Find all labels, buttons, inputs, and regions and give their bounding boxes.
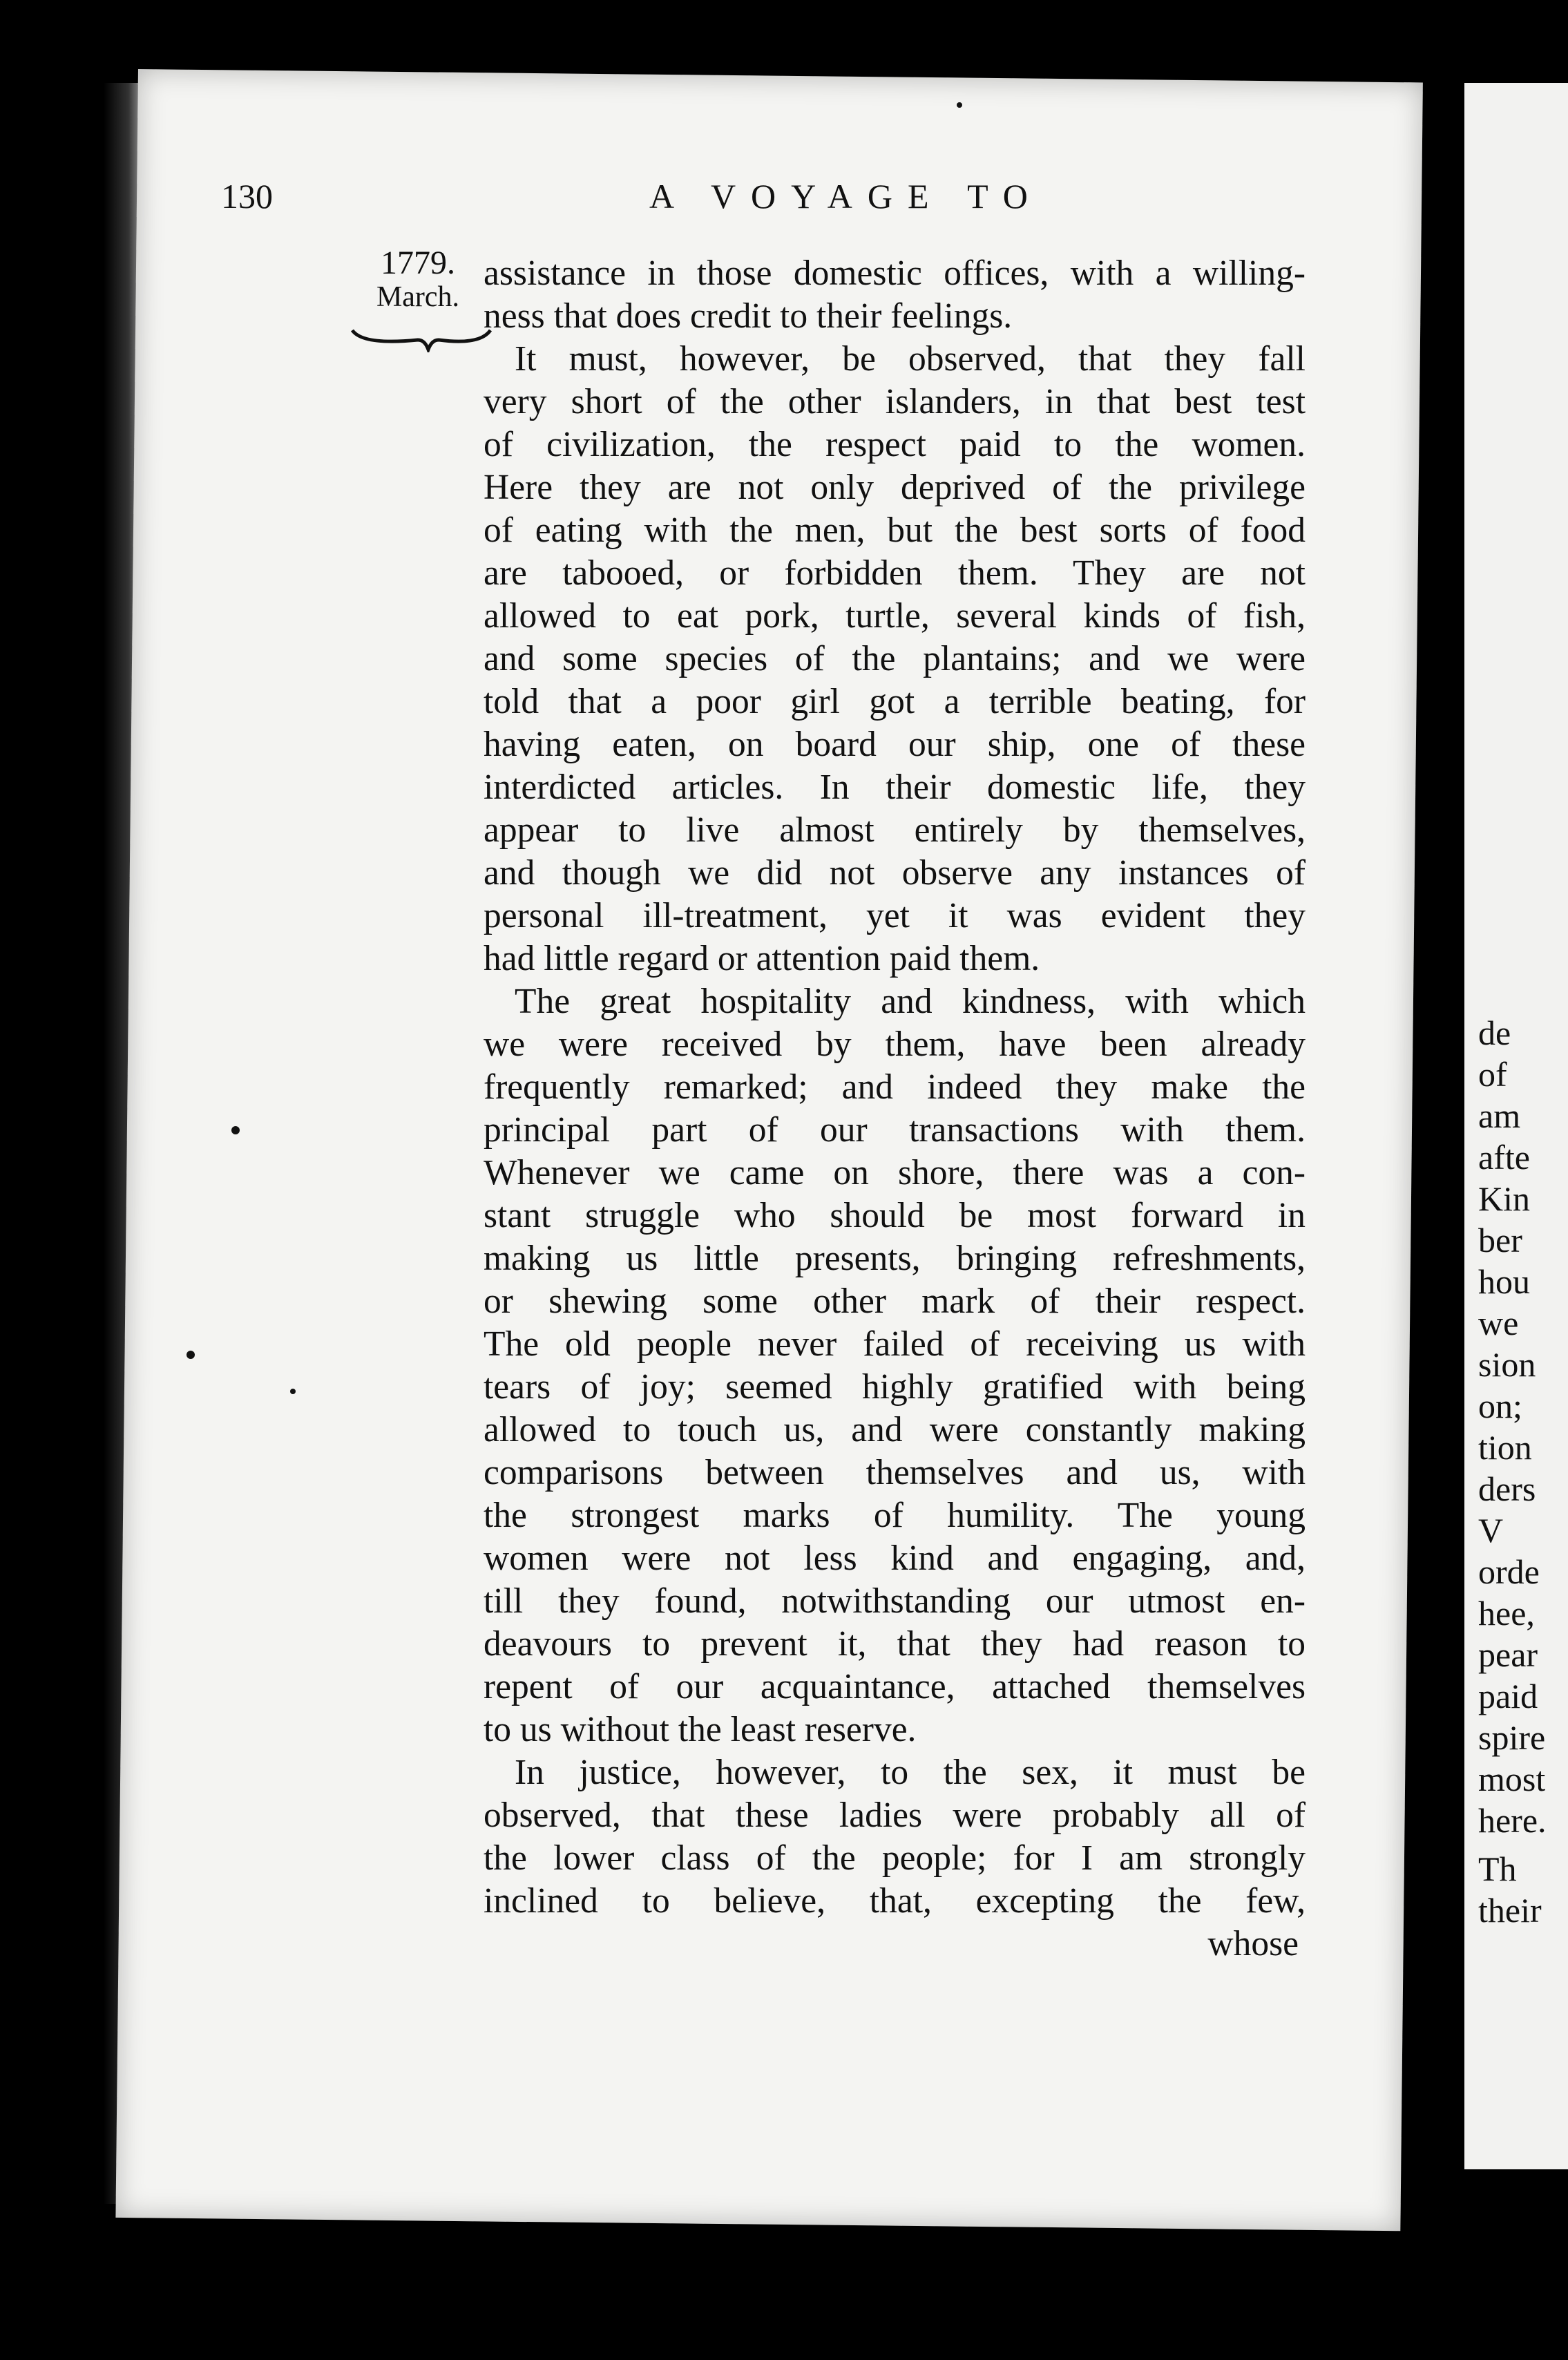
- facing-page-fragment: here.: [1478, 1801, 1547, 1840]
- brace-ornament: [349, 325, 494, 352]
- facing-page-fragment: most: [1478, 1760, 1546, 1798]
- page-number: 130: [221, 177, 273, 216]
- text-line: told that a poor girl got a terrible beating, for: [484, 682, 1306, 721]
- text-line: inclined to believe, that, excepting the few,: [484, 1881, 1306, 1921]
- facing-page-fragment: pear: [1478, 1635, 1538, 1674]
- facing-page-fragment: Th: [1478, 1849, 1517, 1888]
- text-line: The old people never failed of receiving us with: [484, 1324, 1306, 1364]
- facing-page-fragment: de: [1478, 1014, 1511, 1052]
- text-line: appear to live almost entirely by themselves,: [484, 810, 1306, 850]
- text-line: of eating with the men, but the best sorts of food: [484, 511, 1306, 550]
- text-line: are tabooed, or forbidden them. They are not: [484, 553, 1306, 593]
- facing-page-fragment: am: [1478, 1096, 1521, 1135]
- text-line: comparisons between themselves and us, with: [484, 1453, 1306, 1492]
- facing-page-fragment: we: [1478, 1304, 1519, 1342]
- text-line: allowed to touch us, and were constantly making: [484, 1410, 1306, 1449]
- text-line: frequently remarked; and indeed they make the: [484, 1067, 1306, 1107]
- text-line: very short of the other islanders, in that best test: [484, 382, 1306, 421]
- text-line: having eaten, on board our ship, one of these: [484, 725, 1306, 764]
- text-line: The great hospitality and kindness, with which: [515, 982, 1306, 1021]
- text-line: till they found, notwithstanding our utmost en-: [484, 1581, 1306, 1621]
- ink-speck: [231, 1126, 240, 1134]
- facing-page-fragment: of: [1478, 1055, 1507, 1094]
- text-line: and some species of the plantains; and we were: [484, 639, 1306, 678]
- text-line: the strongest marks of humility. The young: [484, 1496, 1306, 1535]
- running-head: A VOYAGE TO: [649, 177, 1043, 216]
- ink-speck: [290, 1389, 296, 1394]
- text-line: deavours to prevent it, that they had reason to: [484, 1624, 1306, 1664]
- text-line: In justice, however, to the sex, it must be: [515, 1753, 1306, 1792]
- facing-page-fragment: hou: [1478, 1262, 1530, 1301]
- text-line: It must, however, be observed, that they fall: [515, 339, 1306, 379]
- text-line: principal part of our transactions with them.: [484, 1110, 1306, 1150]
- text-line: ness that does credit to their feelings.: [484, 296, 1013, 336]
- text-line: interdicted articles. In their domestic life, they: [484, 768, 1306, 807]
- facing-page-fragment: on;: [1478, 1387, 1522, 1425]
- text-line: stant struggle who should be most forward in: [484, 1196, 1306, 1235]
- facing-page-fragment: spire: [1478, 1718, 1546, 1757]
- body-text: [484, 252, 1306, 1966]
- text-line: tears of joy; seemed highly gratified with being: [484, 1367, 1306, 1407]
- facing-page: [1464, 83, 1568, 2169]
- facing-page-fragment: paid: [1478, 1677, 1538, 1715]
- page-header: [221, 176, 1223, 231]
- facing-page-fragment: their: [1478, 1891, 1542, 1930]
- ink-speck: [187, 1351, 195, 1359]
- text-line: observed, that these ladies were probably all of: [484, 1796, 1306, 1835]
- text-line: and though we did not observe any instances of: [484, 853, 1306, 893]
- text-line: allowed to eat pork, turtle, several kinds of fish,: [484, 596, 1306, 636]
- facing-page-fragment: V: [1478, 1511, 1504, 1550]
- text-line: assistance in those domestic offices, with a willing-: [484, 254, 1306, 293]
- text-line: women were not less kind and engaging, and,: [484, 1539, 1306, 1578]
- text-line: had little regard or attention paid them.: [484, 939, 1040, 978]
- facing-page-fragment: ders: [1478, 1469, 1536, 1508]
- text-line: to us without the least reserve.: [484, 1710, 917, 1749]
- facing-page-fragment: hee,: [1478, 1594, 1535, 1633]
- facing-page-fragment: Kin: [1478, 1179, 1530, 1218]
- margin-note: [352, 245, 484, 313]
- text-line: personal ill-treatment, yet it was evident they: [484, 896, 1306, 935]
- text-line: we were received by them, have been already: [484, 1025, 1306, 1064]
- facing-page-fragment: tion: [1478, 1428, 1532, 1467]
- ink-speck: [957, 102, 962, 108]
- text-line: Here they are not only deprived of the privilege: [484, 468, 1306, 507]
- catchword: whose: [1207, 1924, 1299, 1963]
- facing-page-fragment: orde: [1478, 1552, 1540, 1591]
- text-line: making us little presents, bringing refreshments,: [484, 1239, 1306, 1278]
- facing-page-fragment: afte: [1478, 1138, 1530, 1177]
- margin-month: March.: [376, 281, 460, 313]
- text-line: the lower class of the people; for I am strongly: [484, 1838, 1306, 1878]
- text-line: Whenever we came on shore, there was a con-: [484, 1153, 1306, 1192]
- facing-page-fragment: ber: [1478, 1221, 1522, 1259]
- facing-page-fragment: sion: [1478, 1345, 1536, 1384]
- margin-year: 1779.: [381, 245, 455, 281]
- text-line: or shewing some other mark of their respect.: [484, 1282, 1306, 1321]
- text-line: repent of our acquaintance, attached themselves: [484, 1667, 1306, 1706]
- text-line: of civilization, the respect paid to the women.: [484, 425, 1306, 464]
